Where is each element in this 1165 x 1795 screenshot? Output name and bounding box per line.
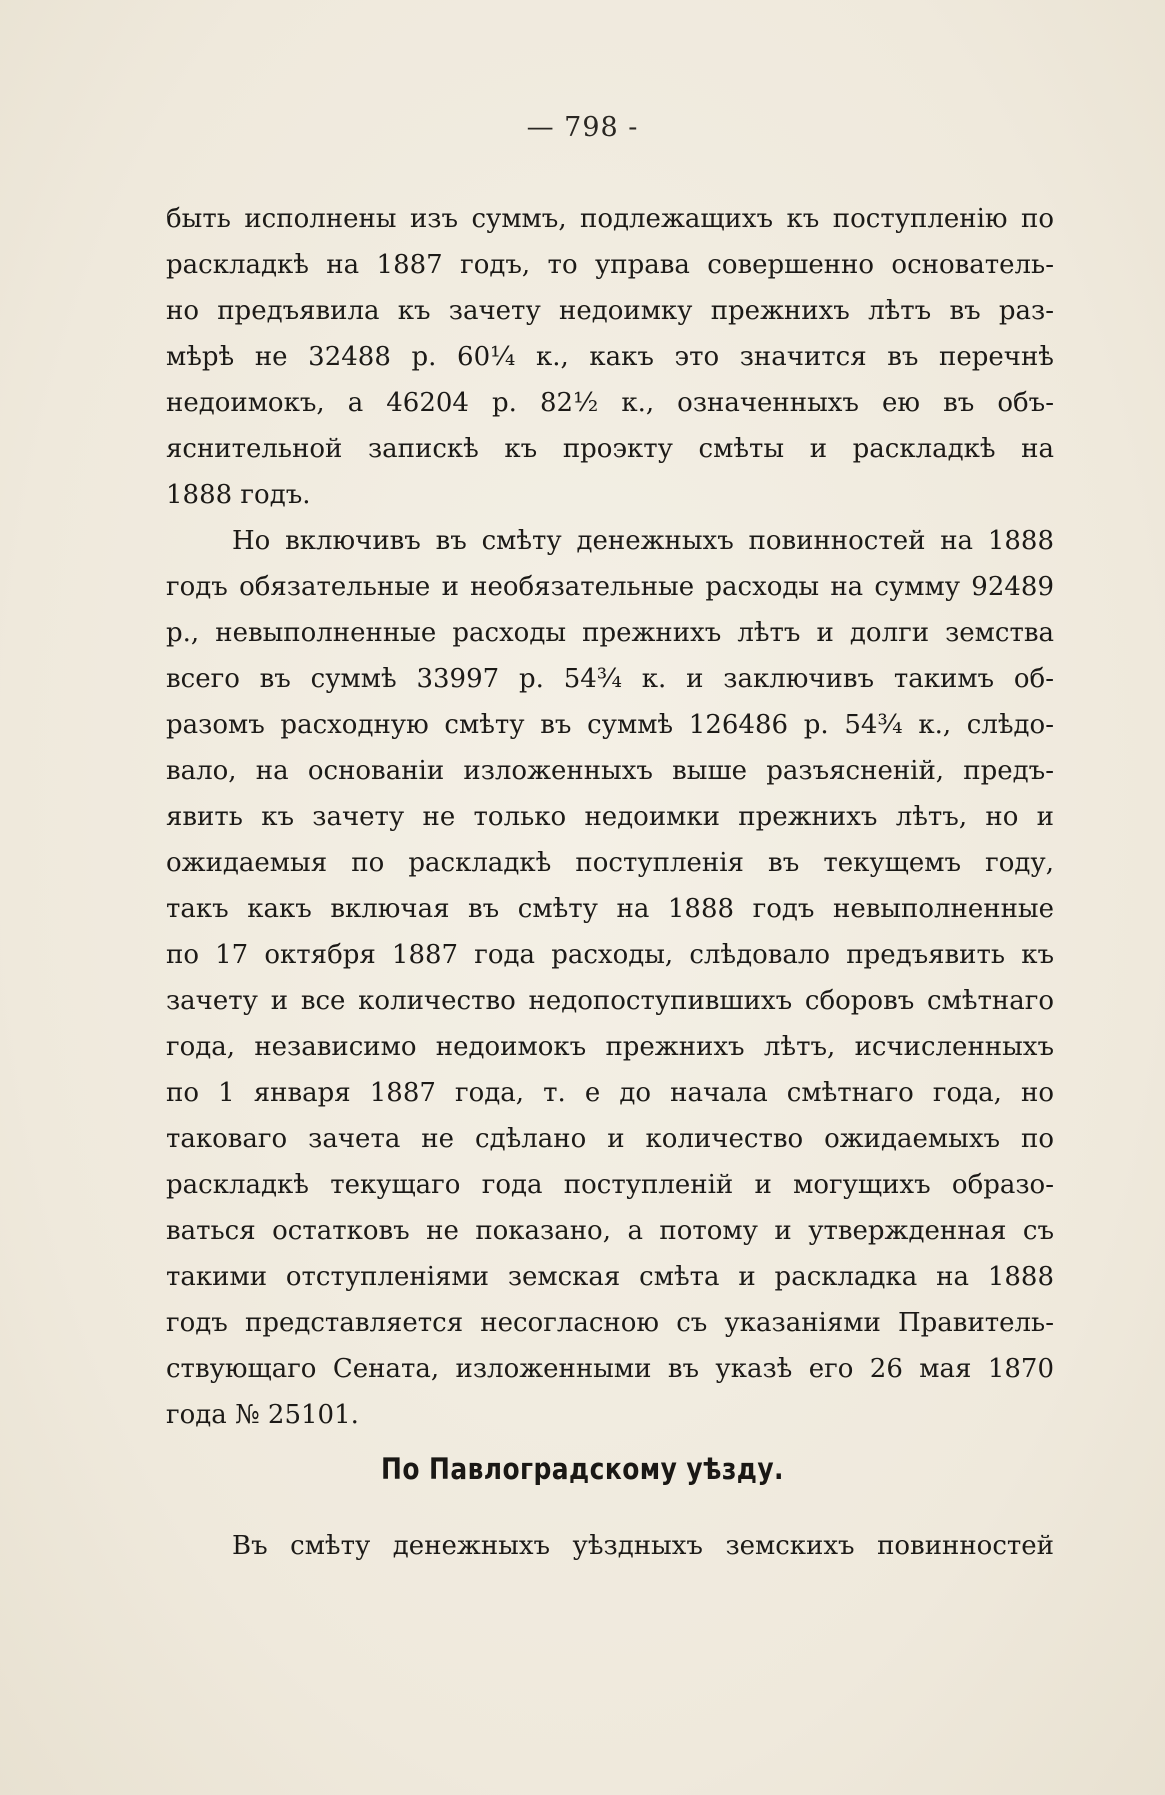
- text-line: вало, на основаніи изложенныхъ выше разъясненій, предъ-: [166, 756, 1054, 786]
- text-line: быть исполнены изъ суммъ, подлежащихъ къ поступленію по: [166, 204, 1054, 234]
- text-line: по 1 января 1887 года, т. е до начала смѣтнаго года, но: [166, 1078, 1054, 1108]
- text-line: разомъ расходную смѣту въ суммѣ 126486 р. 54¾ к., слѣдо-: [166, 710, 1054, 740]
- text-line: Но включивъ въ смѣту денежныхъ повинностей на 1888: [232, 526, 1054, 556]
- text-line: по 17 октября 1887 года расходы, слѣдовало предъявить къ: [166, 940, 1054, 970]
- page-number: — 798 -: [526, 112, 639, 143]
- text-line: всего въ суммѣ 33997 р. 54¾ к. и заключивъ такимъ об-: [166, 664, 1054, 694]
- paragraph-3: [166, 1523, 1054, 1569]
- text-line: р., невыполненные расходы прежнихъ лѣтъ и долги земства: [166, 618, 1054, 648]
- text-line: ствующаго Сената, изложенными въ указѣ его 26 мая 1870: [166, 1354, 1054, 1384]
- text-line: раскладкѣ на 1887 годъ, то управа совершенно основатель-: [166, 250, 1054, 280]
- text-line: мѣрѣ не 32488 р. 60¼ к., какъ это значится въ перечнѣ: [166, 342, 1054, 372]
- text-line: недоимокъ, а 46204 р. 82½ к., означенныхъ ею въ объ-: [166, 388, 1054, 418]
- text-line: 1888 годъ.: [166, 480, 311, 510]
- text-line: года, независимо недоимокъ прежнихъ лѣтъ, исчисленныхъ: [166, 1032, 1054, 1062]
- text-line: ваться остатковъ не показано, а потому и утвержденная съ: [166, 1216, 1054, 1246]
- text-line: Въ смѣту денежныхъ уѣздныхъ земскихъ повинностей: [232, 1531, 1054, 1561]
- text-line: ожидаемыя по раскладкѣ поступленія въ текущемъ году,: [166, 848, 1054, 878]
- text-line: раскладкѣ текущаго года поступленій и могущихъ образо-: [166, 1170, 1054, 1200]
- text-line: таковаго зачета не сдѣлано и количество ожидаемыхъ по: [166, 1124, 1054, 1154]
- text-line: годъ обязательные и необязательные расходы на сумму 92489: [166, 572, 1054, 602]
- text-line: зачету и все количество недопоступившихъ сборовъ смѣтнаго: [166, 986, 1054, 1016]
- paragraph-1: [166, 196, 1054, 518]
- section-heading: По Павлоградскому уѣзду.: [381, 1452, 784, 1486]
- text-line: но предъявила къ зачету недоимку прежнихъ лѣтъ въ раз-: [166, 296, 1054, 326]
- text-line: явить къ зачету не только недоимки прежнихъ лѣтъ, но и: [166, 802, 1054, 832]
- text-line: годъ представляется несогласною съ указаніями Правитель-: [166, 1308, 1054, 1338]
- text-line: года № 25101.: [166, 1400, 359, 1430]
- paragraph-2: [166, 518, 1054, 1438]
- text-line: такъ какъ включая въ смѣту на 1888 годъ невыполненные: [166, 894, 1054, 924]
- text-line: яснительной запискѣ къ проэкту смѣты и раскладкѣ на: [166, 434, 1054, 464]
- text-line: такими отступленіями земская смѣта и раскладка на 1888: [166, 1262, 1054, 1292]
